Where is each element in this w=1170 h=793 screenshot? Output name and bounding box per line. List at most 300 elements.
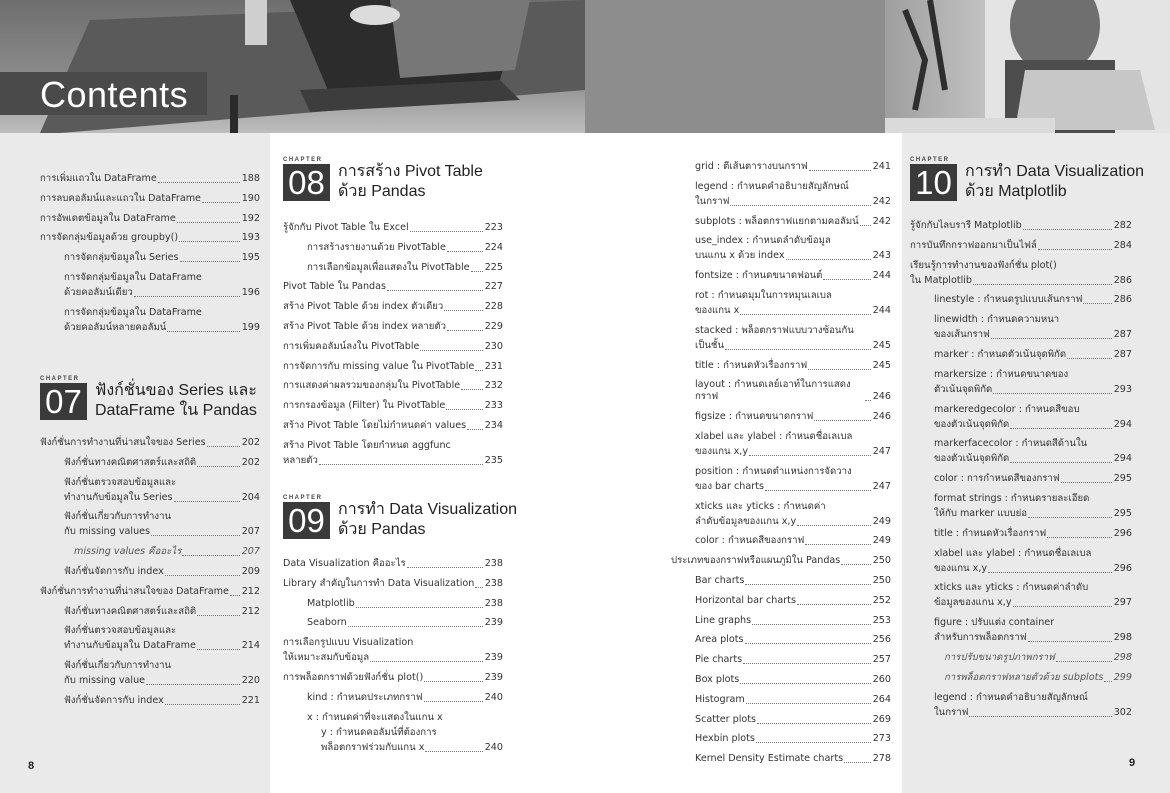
toc-page-number: 296 bbox=[1113, 562, 1132, 574]
toc-page-number: 269 bbox=[872, 713, 891, 725]
toc-entry[interactable] bbox=[910, 652, 1132, 664]
toc-entry[interactable] bbox=[40, 193, 260, 205]
toc-page-number: 246 bbox=[872, 391, 891, 403]
dot-leader bbox=[146, 684, 240, 685]
toc-entry-title: linestyle : กำหนดรูปแบบเส้นกราฟ bbox=[934, 294, 1083, 306]
toc-entry-title: use_index : กำหนดลำดับข้อมูล bbox=[695, 235, 831, 247]
toc-page-number: 240 bbox=[484, 741, 503, 753]
chapter-title-line1: การสร้าง Pivot Table bbox=[338, 163, 483, 180]
toc-page-number: 196 bbox=[241, 286, 260, 298]
toc-entry[interactable] bbox=[283, 440, 503, 467]
toc-entry[interactable] bbox=[40, 511, 260, 538]
toc-entry[interactable] bbox=[910, 582, 1132, 609]
toc-page-number: 192 bbox=[241, 212, 260, 224]
dot-leader bbox=[475, 370, 482, 371]
toc-entry[interactable] bbox=[910, 294, 1132, 306]
toc-entry-title: ฟังก์ชั่นเกี่ยวกับการทำงาน bbox=[64, 660, 172, 672]
dot-leader bbox=[471, 271, 483, 272]
toc-page-number: 250 bbox=[872, 555, 891, 567]
toc-entry-title: ฟังก์ชั่นตรวจสอบข้อมูลและ bbox=[64, 625, 177, 637]
toc-page-number: 238 bbox=[484, 597, 503, 609]
toc-entry[interactable] bbox=[671, 466, 891, 493]
toc-page-number: 220 bbox=[241, 675, 260, 687]
toc-entry-title-cont: ข้อมูลของแกน x,y bbox=[934, 597, 1012, 609]
dot-leader bbox=[991, 338, 1112, 339]
dot-leader bbox=[1023, 229, 1112, 230]
toc-entry[interactable] bbox=[671, 270, 891, 282]
toc-entry-title-cont: ของตัวเน้นจุดพิกัด bbox=[934, 418, 1010, 430]
toc-entry-title: Matplotlib bbox=[307, 597, 355, 609]
toc-entry-title: การสร้างรายงานด้วย PivotTable bbox=[307, 241, 446, 253]
toc-entry[interactable] bbox=[40, 625, 260, 652]
toc-entry[interactable] bbox=[910, 240, 1132, 252]
dot-leader bbox=[182, 555, 239, 556]
toc-entry-title: Box plots bbox=[695, 673, 740, 685]
toc-page-number: 204 bbox=[241, 491, 260, 503]
toc-entry[interactable] bbox=[671, 290, 891, 317]
toc-page-number: 199 bbox=[241, 321, 260, 333]
toc-entry[interactable] bbox=[283, 242, 503, 254]
toc-page-number: 207 bbox=[241, 546, 260, 558]
toc-entry[interactable] bbox=[671, 555, 891, 567]
toc-entry[interactable] bbox=[283, 321, 503, 333]
toc-page-number: 207 bbox=[241, 526, 260, 538]
toc-entry[interactable] bbox=[671, 733, 891, 745]
toc-entry-title: Area plots bbox=[695, 634, 744, 646]
toc-entry-title: x : กำหนดค่าที่จะแสดงในแกน x bbox=[307, 711, 443, 723]
toc-page-number: 278 bbox=[872, 753, 891, 765]
dot-leader bbox=[786, 259, 871, 260]
toc-entry-title: xlabel และ ylabel : กำหนดชื่อเลเบล bbox=[695, 430, 853, 442]
toc-entry-title: position : กำหนดตำแหน่งการจัดวาง bbox=[695, 465, 852, 477]
toc-entry[interactable] bbox=[283, 281, 503, 293]
toc-entry[interactable] bbox=[283, 617, 503, 629]
toc-entry-title-cont: ใน Matplotlib bbox=[910, 274, 973, 286]
header-photo-person bbox=[585, 0, 1170, 133]
toc-entry-title-cont: ให้เหมาะสมกับข้อมูล bbox=[283, 652, 370, 664]
toc-chapter-10-entries bbox=[910, 220, 1132, 726]
dot-leader bbox=[370, 661, 483, 662]
chapter-number: 10 bbox=[910, 164, 957, 201]
toc-entry-title: kind : กำหนดประเภทกราฟ bbox=[307, 691, 423, 703]
toc-entry-title-cont: ด้วยคอลัมน์เดียว bbox=[64, 286, 133, 298]
toc-entry-title: title : กำหนดหัวเรื่องกราฟ bbox=[695, 359, 808, 371]
dot-leader bbox=[823, 279, 870, 280]
toc-entry-title: การลบคอลัมน์และแถวใน DataFrame bbox=[40, 192, 201, 204]
toc-entry[interactable] bbox=[40, 307, 260, 334]
chapter-title bbox=[95, 381, 257, 421]
toc-entry-title-cont: ของแกน x bbox=[695, 304, 740, 316]
dot-leader bbox=[860, 225, 871, 226]
dot-leader bbox=[197, 466, 240, 467]
dot-leader bbox=[197, 649, 240, 650]
dot-leader bbox=[446, 409, 482, 410]
dot-leader bbox=[745, 643, 871, 644]
toc-entry-title: การเลือกข้อมูลเพื่อแสดงใน PivotTable bbox=[307, 261, 470, 273]
toc-entry[interactable] bbox=[671, 216, 891, 228]
toc-entry[interactable] bbox=[671, 595, 891, 607]
toc-entry[interactable] bbox=[283, 262, 503, 274]
dot-leader bbox=[1013, 606, 1112, 607]
toc-entry[interactable] bbox=[671, 360, 891, 372]
toc-entry-title: เรียนรู้การทำงานของฟังก์ชั่น plot() bbox=[910, 259, 1057, 271]
toc-entry-title: Bar charts bbox=[695, 574, 745, 586]
toc-entry[interactable] bbox=[283, 672, 503, 684]
toc-entry[interactable] bbox=[283, 361, 503, 373]
toc-entry-title: ฟังก์ชั่นการทำงานที่น่าสนใจของ Series bbox=[40, 437, 206, 448]
dot-leader bbox=[165, 704, 240, 705]
toc-entry[interactable] bbox=[283, 301, 503, 313]
toc-page-number: 245 bbox=[872, 339, 891, 351]
toc-entry-title: color : กำหนดสีของกราฟ bbox=[695, 535, 805, 547]
toc-page-number: 247 bbox=[872, 480, 891, 492]
toc-entry-title: rot : กำหนดมุมในการหมุนเลเบล bbox=[695, 289, 832, 301]
chapter-title-line1: การทำ Data Visualization bbox=[338, 501, 518, 518]
dot-leader bbox=[461, 389, 483, 390]
toc-page-number: 231 bbox=[484, 360, 503, 372]
toc-entry-title: การบันทึกกราฟออกมาเป็นไฟล์ bbox=[910, 239, 1037, 251]
toc-page-number: 230 bbox=[484, 340, 503, 352]
toc-entry-title-cont: ตัวเน้นจุดพิกัด bbox=[934, 383, 993, 395]
chapter-title bbox=[338, 162, 483, 202]
dot-leader bbox=[134, 296, 240, 297]
toc-entry[interactable] bbox=[910, 528, 1132, 540]
toc-entry[interactable] bbox=[283, 341, 503, 353]
toc-entry-title: missing values คืออะไร bbox=[74, 546, 182, 558]
toc-entry-title: สร้าง Pivot Table ด้วย index หลายตัว bbox=[283, 320, 446, 332]
toc-entry[interactable] bbox=[671, 654, 891, 666]
toc-entry[interactable] bbox=[40, 660, 260, 687]
chapter-title-line2: ด้วย Matplotlib bbox=[965, 183, 1067, 200]
toc-page-number: 295 bbox=[1113, 473, 1132, 485]
dot-leader bbox=[1104, 681, 1111, 682]
toc-entry[interactable] bbox=[40, 437, 260, 449]
toc-entry[interactable] bbox=[40, 606, 260, 618]
toc-entry-title: ฟังก์ชั่นทางคณิตศาสตร์และสถิติ bbox=[64, 456, 197, 468]
toc-page-number: 193 bbox=[241, 232, 260, 244]
dot-leader bbox=[740, 683, 870, 684]
toc-entry-title: ฟังก์ชั่นตรวจสอบข้อมูลและ bbox=[64, 476, 177, 488]
toc-entry-title: ฟังก์ชั่นการทำงานที่น่าสนใจของ DataFrame bbox=[40, 585, 229, 597]
toc-entry[interactable] bbox=[910, 260, 1132, 287]
toc-entry-title-cont: หลายตัว bbox=[283, 454, 318, 466]
toc-entry[interactable] bbox=[671, 575, 891, 587]
dot-leader bbox=[797, 525, 871, 526]
toc-page-number: 195 bbox=[241, 252, 260, 264]
toc-entry[interactable] bbox=[671, 161, 891, 173]
toc-entry[interactable] bbox=[671, 379, 891, 403]
toc-entry[interactable] bbox=[910, 404, 1132, 431]
toc-entry-title: Line graphs bbox=[695, 614, 752, 626]
toc-entry[interactable] bbox=[40, 252, 260, 264]
toc-entry-title: Seaborn bbox=[307, 617, 347, 629]
toc-entry[interactable] bbox=[910, 349, 1132, 361]
toc-entry[interactable] bbox=[671, 181, 891, 208]
toc-entry-title-cont: y : กำหนดคอลัมน์ที่ต้องการ bbox=[321, 726, 437, 738]
dot-leader bbox=[447, 330, 483, 331]
toc-entry[interactable] bbox=[910, 369, 1132, 396]
toc-page-number: 223 bbox=[484, 222, 503, 233]
toc-page-number: 244 bbox=[872, 304, 891, 316]
toc-entry[interactable] bbox=[283, 400, 503, 412]
dot-leader bbox=[730, 205, 870, 206]
toc-entry-title: สร้าง Pivot Table ด้วย index ตัวเดียว bbox=[283, 301, 444, 313]
toc-entry-title: การจัดกลุ่มข้อมูลใน DataFrame bbox=[64, 306, 202, 318]
toc-entry-title: การจัดกลุ่มข้อมูลด้วย groupby() bbox=[40, 232, 179, 244]
dot-leader bbox=[348, 626, 483, 627]
toc-page-number: 298 bbox=[1113, 632, 1132, 644]
toc-entry-title: Pivot Table ใน Pandas bbox=[283, 281, 387, 293]
toc-entry[interactable] bbox=[671, 325, 891, 352]
toc-entry-title: การพล็อตกราฟด้วยฟังก์ชั่น plot() bbox=[283, 671, 424, 683]
chapter-title-line2: DataFrame ใน Pandas bbox=[95, 402, 257, 419]
toc-page-number: 250 bbox=[872, 574, 891, 586]
toc-page-number: 293 bbox=[1113, 383, 1132, 395]
dot-leader bbox=[841, 564, 870, 565]
toc-entry-title: Kernel Density Estimate charts bbox=[695, 753, 844, 765]
toc-page-number: 273 bbox=[872, 733, 891, 745]
dot-leader bbox=[407, 567, 483, 568]
toc-entry[interactable] bbox=[40, 695, 260, 707]
dot-leader bbox=[444, 310, 482, 311]
dot-leader bbox=[988, 572, 1112, 573]
toc-entry-title: การพล็อตกราฟหลายตัวด้วย subplots bbox=[944, 671, 1104, 683]
dot-leader bbox=[973, 284, 1112, 285]
toc-entry-title-cont: ทำงานกับข้อมูลใน DataFrame bbox=[64, 640, 196, 652]
dot-leader bbox=[319, 464, 483, 465]
dot-leader bbox=[805, 544, 870, 545]
toc-page-number: 238 bbox=[484, 558, 503, 569]
toc-entry[interactable] bbox=[671, 411, 891, 423]
dot-leader bbox=[151, 535, 240, 536]
toc-column-1-top bbox=[40, 173, 260, 342]
chapter-08-heading bbox=[283, 157, 523, 203]
dot-leader bbox=[756, 742, 871, 743]
toc-entry-title: Histogram bbox=[695, 693, 745, 705]
toc-page-number: 188 bbox=[241, 173, 260, 184]
dot-leader bbox=[197, 615, 240, 616]
toc-chapter-08-entries bbox=[283, 222, 503, 475]
toc-entry[interactable] bbox=[671, 694, 891, 706]
toc-entry[interactable] bbox=[283, 578, 503, 590]
toc-entry[interactable] bbox=[910, 314, 1132, 341]
toc-entry[interactable] bbox=[40, 457, 260, 469]
toc-entry-title: ฟังก์ชั่นทางคณิตศาสตร์และสถิติ bbox=[64, 605, 197, 617]
chapter-title bbox=[965, 162, 1144, 202]
dot-leader bbox=[158, 182, 240, 183]
dot-leader bbox=[1067, 358, 1112, 359]
toc-page-number: 297 bbox=[1113, 597, 1132, 609]
toc-entry[interactable] bbox=[40, 173, 260, 185]
toc-entry[interactable] bbox=[671, 674, 891, 686]
dot-leader bbox=[844, 762, 871, 763]
dot-leader bbox=[740, 314, 870, 315]
toc-page-number: 247 bbox=[872, 445, 891, 457]
toc-entry-title: color : การกำหนดสีของกราฟ bbox=[934, 473, 1060, 485]
toc-page-number: 298 bbox=[1113, 651, 1132, 663]
toc-page-number: 264 bbox=[872, 693, 891, 705]
dot-leader bbox=[1083, 303, 1111, 304]
toc-entry-title-cont: กับ missing value bbox=[64, 675, 146, 687]
toc-entry[interactable] bbox=[671, 431, 891, 458]
toc-page-number: 227 bbox=[484, 281, 503, 293]
toc-entry[interactable] bbox=[671, 615, 891, 627]
toc-page-number: 239 bbox=[484, 617, 503, 629]
dot-leader bbox=[424, 681, 482, 682]
toc-entry[interactable] bbox=[40, 566, 260, 578]
toc-entry-title: ฟังก์ชั่นเกี่ยวกับการทำงาน bbox=[64, 511, 172, 523]
toc-entry[interactable] bbox=[40, 232, 260, 244]
toc-page-number: 233 bbox=[484, 400, 503, 412]
toc-entry-title: Data Visualization คืออะไร bbox=[283, 558, 406, 569]
toc-entry-title: การจัดการกับ missing value ใน PivotTable bbox=[283, 360, 475, 372]
dot-leader bbox=[180, 261, 240, 262]
chapter-label: CHAPTER bbox=[910, 157, 950, 163]
toc-entry[interactable] bbox=[283, 558, 503, 570]
toc-page-number: 286 bbox=[1113, 274, 1132, 286]
toc-entry[interactable] bbox=[910, 493, 1132, 520]
toc-page-number: 214 bbox=[241, 640, 260, 652]
chapter-09-heading bbox=[283, 495, 533, 541]
dot-leader bbox=[752, 624, 871, 625]
toc-page-number: 202 bbox=[241, 456, 260, 468]
toc-entry-title-cont: ทำงานกับข้อมูลใน Series bbox=[64, 491, 173, 503]
chapter-title bbox=[338, 500, 517, 540]
toc-entry[interactable] bbox=[283, 692, 503, 704]
toc-entry-title: การแสดงค่าผลรวมของกลุ่มใน PivotTable bbox=[283, 380, 461, 392]
chapter-title-line1: การทำ Data Visualization bbox=[965, 163, 1145, 180]
toc-entry[interactable] bbox=[40, 272, 260, 299]
toc-page-number: 249 bbox=[872, 535, 891, 547]
toc-page-number: 241 bbox=[872, 161, 891, 172]
toc-page-number: 287 bbox=[1113, 329, 1132, 341]
toc-entry[interactable] bbox=[910, 438, 1132, 465]
toc-entry-title: Pie charts bbox=[695, 654, 743, 666]
toc-entry[interactable] bbox=[40, 477, 260, 504]
toc-entry[interactable] bbox=[283, 380, 503, 392]
dot-leader bbox=[1028, 517, 1112, 518]
toc-entry[interactable] bbox=[283, 420, 503, 432]
toc-entry-title: linewidth : กำหนดความหนา bbox=[934, 314, 1060, 326]
toc-page-number: 286 bbox=[1113, 294, 1132, 306]
toc-entry-title: การปรับขนาดรูปภาพกราฟ bbox=[944, 651, 1055, 663]
toc-entry-title: markersize : กำหนดขนาดของ bbox=[934, 368, 1069, 380]
toc-entry[interactable] bbox=[671, 501, 891, 528]
toc-entry-title: Scatter plots bbox=[695, 713, 757, 725]
toc-entry[interactable] bbox=[40, 586, 260, 598]
toc-entry-title-cont: ในกราฟ bbox=[934, 706, 969, 718]
page-title: Contents bbox=[40, 74, 189, 115]
toc-entry-title-cont: สำหรับการพล็อตกราฟ bbox=[934, 632, 1027, 644]
toc-entry-title: legend : กำหนดคำอธิบายสัญลักษณ์ bbox=[934, 691, 1088, 703]
toc-entry-title: การเลือกรูปแบบ Visualization bbox=[283, 637, 414, 649]
chapter-number: 08 bbox=[283, 164, 330, 201]
dot-leader bbox=[969, 716, 1111, 717]
toc-page-number: 232 bbox=[484, 380, 503, 392]
toc-page-number: 239 bbox=[484, 671, 503, 683]
toc-entry[interactable] bbox=[910, 220, 1132, 232]
toc-entry[interactable] bbox=[910, 672, 1132, 684]
toc-entry[interactable] bbox=[910, 548, 1132, 575]
toc-page-number: 238 bbox=[484, 577, 503, 589]
toc-entry-title: การจัดกลุ่มข้อมูลใน DataFrame bbox=[64, 271, 202, 283]
toc-page-number: 212 bbox=[241, 605, 260, 617]
dot-leader bbox=[865, 400, 871, 401]
toc-entry[interactable] bbox=[40, 213, 260, 225]
dot-leader bbox=[410, 231, 483, 232]
dot-leader bbox=[356, 607, 483, 608]
toc-entry-title: xticks และ yticks : กำหนดค่า bbox=[695, 500, 826, 512]
dot-leader bbox=[165, 575, 240, 576]
dot-leader bbox=[179, 241, 240, 242]
toc-entry[interactable] bbox=[283, 598, 503, 610]
dot-leader bbox=[749, 455, 871, 456]
toc-page-number: 260 bbox=[872, 673, 891, 685]
toc-entry-title: รู้จักกับ Pivot Table ใน Excel bbox=[283, 222, 409, 233]
toc-entry[interactable] bbox=[671, 634, 891, 646]
toc-page-number: 244 bbox=[872, 270, 891, 282]
toc-chapter-07-entries bbox=[40, 437, 260, 715]
toc-entry-title: figsize : กำหนดขนาดกราฟ bbox=[695, 411, 814, 423]
toc-entry-title-cont: พล็อตกราฟร่วมกับแกน x bbox=[321, 741, 425, 753]
toc-page-number: 245 bbox=[872, 359, 891, 371]
dot-leader bbox=[167, 331, 239, 332]
toc-entry[interactable] bbox=[910, 692, 1132, 719]
toc-entry[interactable] bbox=[910, 617, 1132, 644]
toc-entry[interactable] bbox=[671, 714, 891, 726]
toc-page-number: 253 bbox=[872, 614, 891, 626]
chapter-label: CHAPTER bbox=[40, 376, 80, 382]
toc-entry-title-cont: ของ bar charts bbox=[695, 480, 764, 492]
toc-entry-title-cont: ของเส้นกราฟ bbox=[934, 329, 990, 341]
dot-leader bbox=[387, 290, 483, 291]
toc-entry[interactable] bbox=[671, 535, 891, 547]
toc-page-number: 224 bbox=[484, 241, 503, 253]
toc-entry-title: marker : กำหนดตัวเน้นจุดพิกัด bbox=[934, 348, 1067, 360]
dot-leader bbox=[1010, 462, 1111, 463]
dot-leader bbox=[475, 587, 482, 588]
toc-page-number: 202 bbox=[241, 437, 260, 448]
toc-entry-title-cont: ด้วยคอลัมน์หลายคอลัมน์ bbox=[64, 321, 167, 333]
toc-entry[interactable] bbox=[283, 222, 503, 234]
toc-page-number: 228 bbox=[484, 301, 503, 313]
toc-page-number: 302 bbox=[1113, 706, 1132, 718]
chapter-10-heading bbox=[910, 157, 1165, 203]
toc-entry-title: Horizontal bar charts bbox=[695, 594, 796, 606]
toc-entry-title: สร้าง Pivot Table โดยไม่กำหนดค่า values bbox=[283, 419, 467, 431]
toc-page-number: 294 bbox=[1113, 418, 1132, 430]
chapter-label: CHAPTER bbox=[283, 495, 323, 501]
dot-leader bbox=[1047, 537, 1112, 538]
toc-entry[interactable] bbox=[283, 637, 503, 664]
toc-page-number: 229 bbox=[484, 320, 503, 332]
dot-leader bbox=[1010, 428, 1111, 429]
toc-entry[interactable] bbox=[40, 546, 260, 558]
toc-entry[interactable] bbox=[283, 712, 503, 754]
toc-page-number: 246 bbox=[872, 411, 891, 423]
toc-entry[interactable] bbox=[671, 235, 891, 262]
toc-entry-title: stacked : พล็อตกราฟแบบวางซ้อนกัน bbox=[695, 324, 854, 336]
toc-page-number: 257 bbox=[872, 654, 891, 666]
person-at-laptop-illustration bbox=[585, 0, 1170, 133]
toc-entry[interactable] bbox=[671, 753, 891, 765]
dot-leader bbox=[447, 251, 483, 252]
chapter-title-line2: ด้วย Pandas bbox=[338, 183, 426, 200]
dot-leader bbox=[765, 490, 871, 491]
toc-page-number: 299 bbox=[1113, 671, 1132, 683]
toc-entry[interactable] bbox=[910, 473, 1132, 485]
toc-entry-title: การเพิ่มแถวใน DataFrame bbox=[40, 173, 157, 184]
